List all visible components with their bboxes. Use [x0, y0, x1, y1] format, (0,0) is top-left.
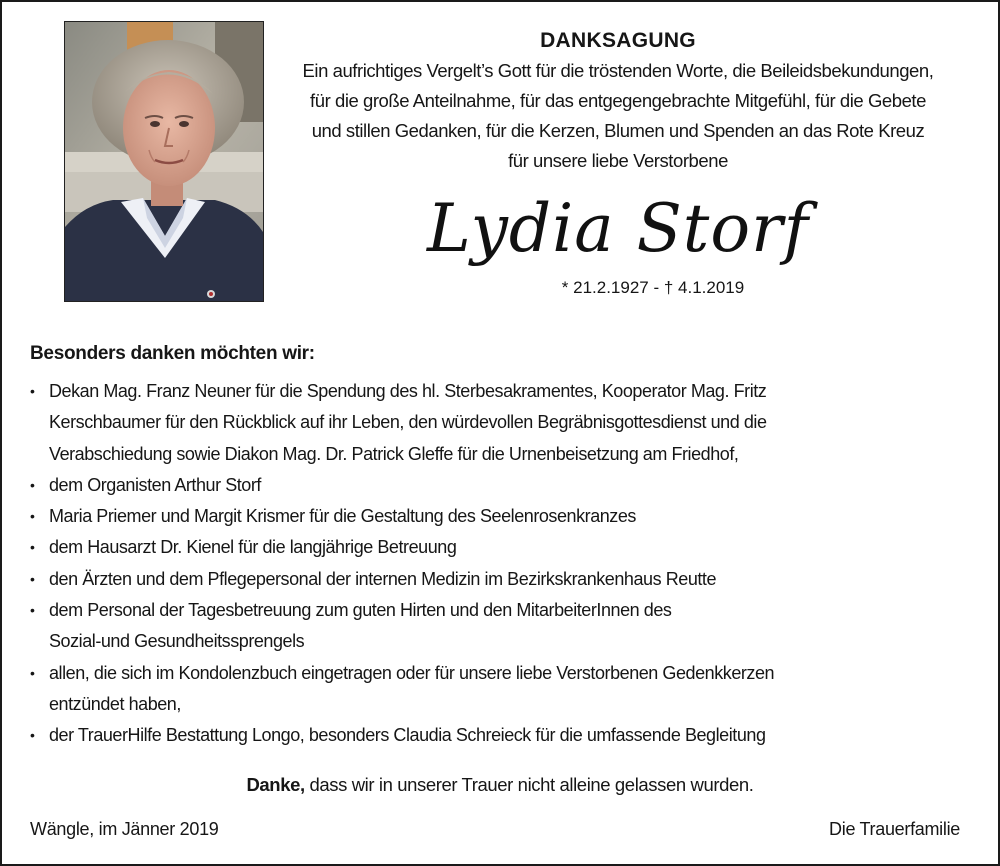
intro-line: und stillen Gedanken, für die Kerzen, Blumen und Spenden an das Rote Kreuz	[311, 120, 925, 141]
bullet-icon: •	[30, 727, 35, 744]
thanks-heading: Besonders danken möchten wir:	[30, 343, 315, 364]
list-item-line: Maria Priemer und Margit Krismer für die Gestaltung des Seelenrosenkranzes	[49, 506, 636, 527]
list-item	[30, 470, 970, 501]
list-item-line: Sozial-und Gesundheitssprengels	[49, 631, 305, 652]
list-item	[30, 658, 970, 721]
list-item	[30, 595, 970, 658]
intro-line: für die große Anteilnahme, für das entgegengebrachte Mitgefühl, für die Gebete	[310, 90, 926, 111]
notice-header	[286, 26, 950, 176]
list-item-line: allen, die sich im Kondolenzbuch eingetragen oder für unsere liebe Verstorbenen Gedenkkerzen	[49, 662, 775, 683]
notice-title: DANKSAGUNG	[540, 29, 696, 52]
bullet-icon: •	[30, 476, 35, 493]
bullet-icon: •	[30, 570, 35, 587]
list-item	[30, 564, 970, 595]
intro-line: Ein aufrichtiges Vergelt’s Gott für die tröstenden Worte, die Beileidsbekundungen,	[302, 60, 934, 81]
signature: Die Trauerfamilie	[829, 819, 960, 839]
list-item	[30, 376, 970, 470]
place-date: Wängle, im Jänner 2019	[30, 819, 219, 839]
intro-line: für unsere liebe Verstorbene	[508, 150, 728, 171]
list-item-line: dem Organisten Arthur Storf	[49, 474, 261, 495]
deceased-name: Lydia Storf	[426, 190, 810, 267]
list-item	[30, 532, 970, 563]
life-dates: * 21.2.1927 - † 4.1.2019	[561, 278, 745, 297]
list-item-line: Dekan Mag. Franz Neuner für die Spendung des hl. Sterbesakramentes, Kooperator Mag. Fritz	[49, 381, 767, 401]
list-item	[30, 720, 970, 751]
closing-statement	[0, 770, 1000, 800]
list-item-line: der TrauerHilfe Bestattung Longo, besonders Claudia Schreieck für die umfassende Begleitung	[49, 725, 766, 746]
closing-text: dass wir in unserer Trauer nicht alleine gelassen wurden.	[304, 774, 754, 795]
bullet-icon: •	[30, 508, 35, 525]
bullet-icon: •	[30, 539, 35, 556]
bullet-icon: •	[30, 664, 35, 681]
list-item-line: den Ärzten und dem Pflegepersonal der internen Medizin im Bezirkskrankenhaus Reutte	[49, 568, 717, 589]
closing-bold: Danke,	[246, 774, 305, 795]
list-item-line: Verabschiedung sowie Diakon Mag. Dr. Patrick Gleffe für die Urnenbeisetzung am Friedhof,	[49, 443, 739, 464]
list-item-line: dem Hausarzt Dr. Kienel für die langjährige Betreuung	[49, 537, 457, 558]
list-item-line: dem Personal der Tagesbetreuung zum guten Hirten und den MitarbeiterInnen des	[49, 600, 672, 621]
portrait-photo	[64, 21, 264, 302]
list-item	[30, 501, 970, 532]
thanks-list	[30, 376, 970, 752]
list-item-line: Kerschbaumer für den Rückblick auf ihr Leben, den würdevollen Begräbnisgottesdienst und die	[49, 412, 767, 433]
bullet-icon: •	[30, 383, 35, 399]
bullet-icon: •	[30, 602, 35, 619]
list-item-line: entzündet haben,	[49, 693, 181, 714]
